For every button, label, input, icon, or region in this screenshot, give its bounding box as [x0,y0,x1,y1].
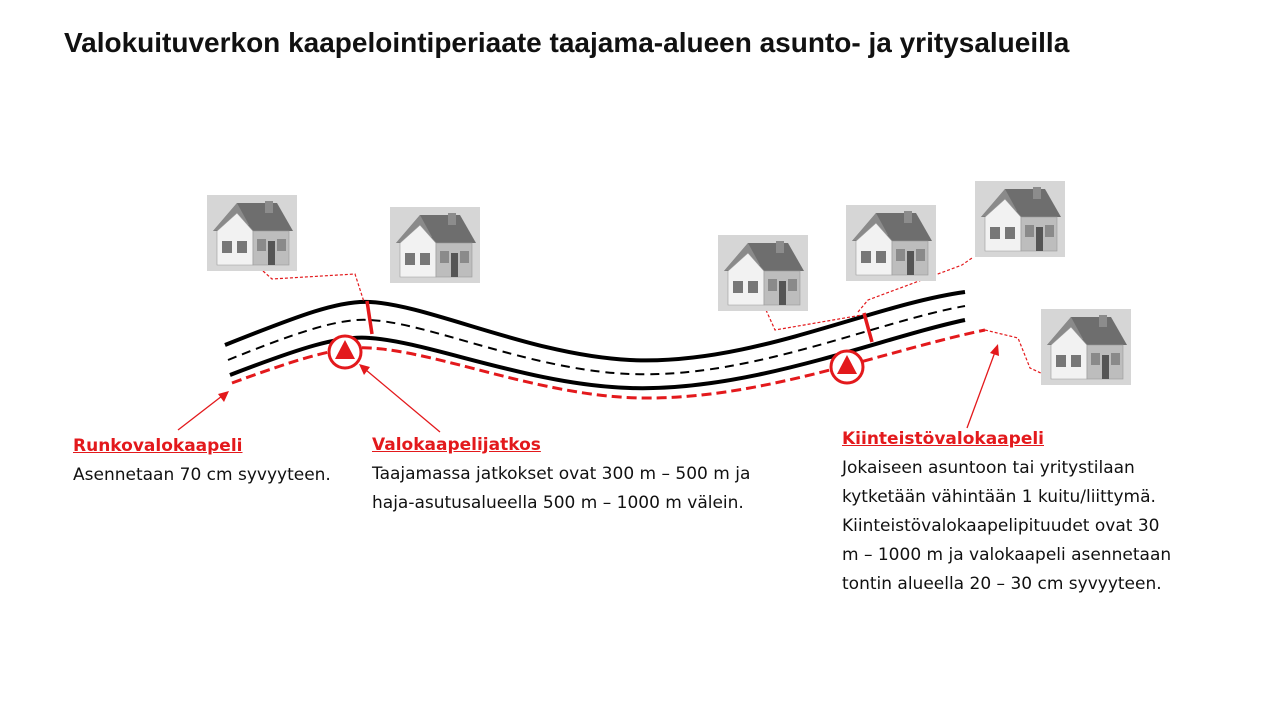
arrow-splice [359,364,440,432]
house-icon [390,207,480,283]
trunk-cable-label [73,432,373,490]
drop-cable-1 [263,271,364,302]
property-text-line: Kiinteistövalokaapelipituudet ovat 30 [842,516,1160,536]
property-text-line: tontin alueella 20 – 30 cm syvyyteen. [842,574,1162,594]
splice-closure-icon [831,351,863,383]
property-text-line: m – 1000 m ja valokaapeli asennetaan [842,545,1172,565]
property-text-line: Jokaiseen asuntoon tai yritystilaan [842,458,1135,478]
arrow-property [967,344,999,428]
splice-heading: Valokaapelijatkos [372,435,541,455]
splice-text-line: haja-asutusalueella 500 m – 1000 m välein. [372,493,744,513]
house-icon [1041,309,1131,385]
house-icon [207,195,297,271]
arrow-trunk [178,391,229,430]
splice-closure-icon [329,336,361,368]
house-icon [975,181,1065,257]
splice-label [372,431,812,518]
house-icon [718,235,808,311]
splice-crossing-left [367,301,372,334]
house-icon [846,205,936,281]
page-title: Valokuituverkon kaapelointiperiaate taajama-alueen asunto- ja yritysalueilla [64,27,1070,58]
splice-text-line: Taajamassa jatkokset ovat 300 m – 500 m ja [372,464,751,484]
property-cable-label [842,425,1222,599]
property-cable-heading: Kiinteistövalokaapeli [842,429,1044,449]
splice-crossing-right [864,313,872,342]
trunk-cable-heading: Runkovalokaapeli [73,436,243,456]
trunk-cable-text: Asennetaan 70 cm syvyyteen. [73,465,331,485]
property-text-line: kytketään vähintään 1 kuitu/liittymä. [842,487,1156,507]
